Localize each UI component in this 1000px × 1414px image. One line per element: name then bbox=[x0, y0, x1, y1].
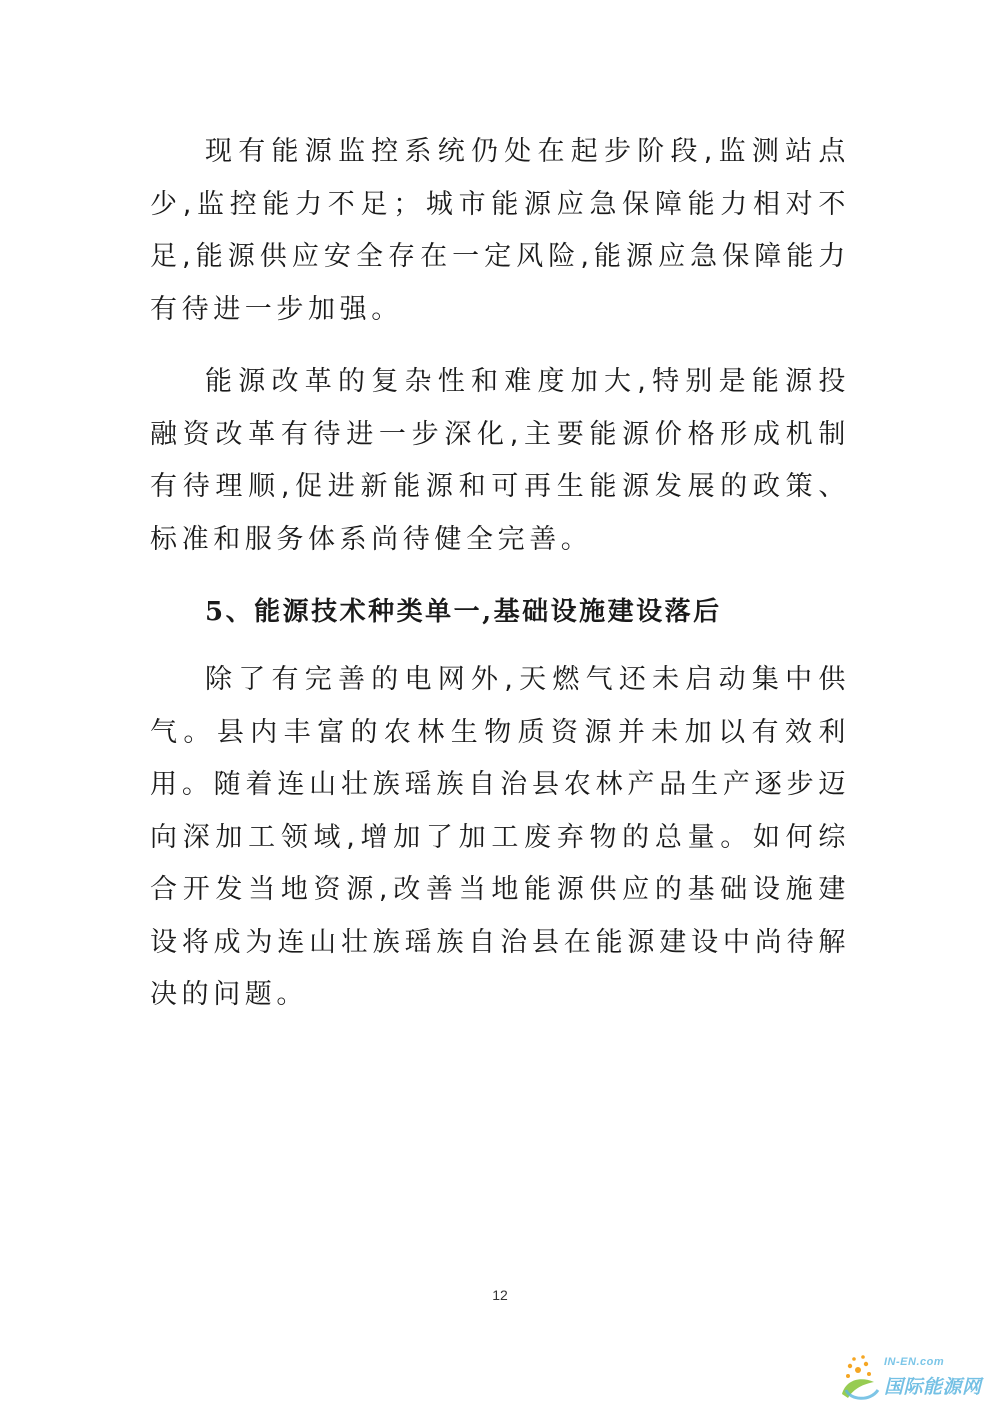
section-heading: 5、能源技术种类单一,基础设施建设落后 bbox=[205, 597, 722, 627]
watermark-name: 国际能源网 bbox=[884, 1376, 982, 1398]
document-body bbox=[150, 126, 850, 1042]
page-number: 12 bbox=[492, 1287, 508, 1303]
watermark-domain: IN-EN.com bbox=[884, 1356, 945, 1368]
paragraph-energy-reform: 能源改革的复杂性和难度加大,特别是能源投融资改革有待进一步深化,主要能源价格形成机制有待理顺,促进新能源和可再生能源发展的政策、标准和服务体系尚待健全完善。 bbox=[150, 366, 850, 555]
in-en-watermark bbox=[836, 1346, 986, 1406]
paragraph-infrastructure: 除了有完善的电网外,天燃气还未启动集中供气。县内丰富的农林生物质资源并未加以有效利用。随着连山壮族瑶族自治县农林产品生产逐步迈向深加工领域,增加了加工废弃物的总量。如何综合开发当地资源,改善当地能源供应的基础设施建设将成为连山壮族瑶族自治县在能源建设中尚待解决的问题。 bbox=[150, 664, 850, 1010]
paragraph-energy-monitoring: 现有能源监控系统仍处在起步阶段,监测站点少,监控能力不足；城市能源应急保障能力相对不足,能源供应安全存在一定风险,能源应急保障能力有待进一步加强。 bbox=[150, 136, 850, 325]
